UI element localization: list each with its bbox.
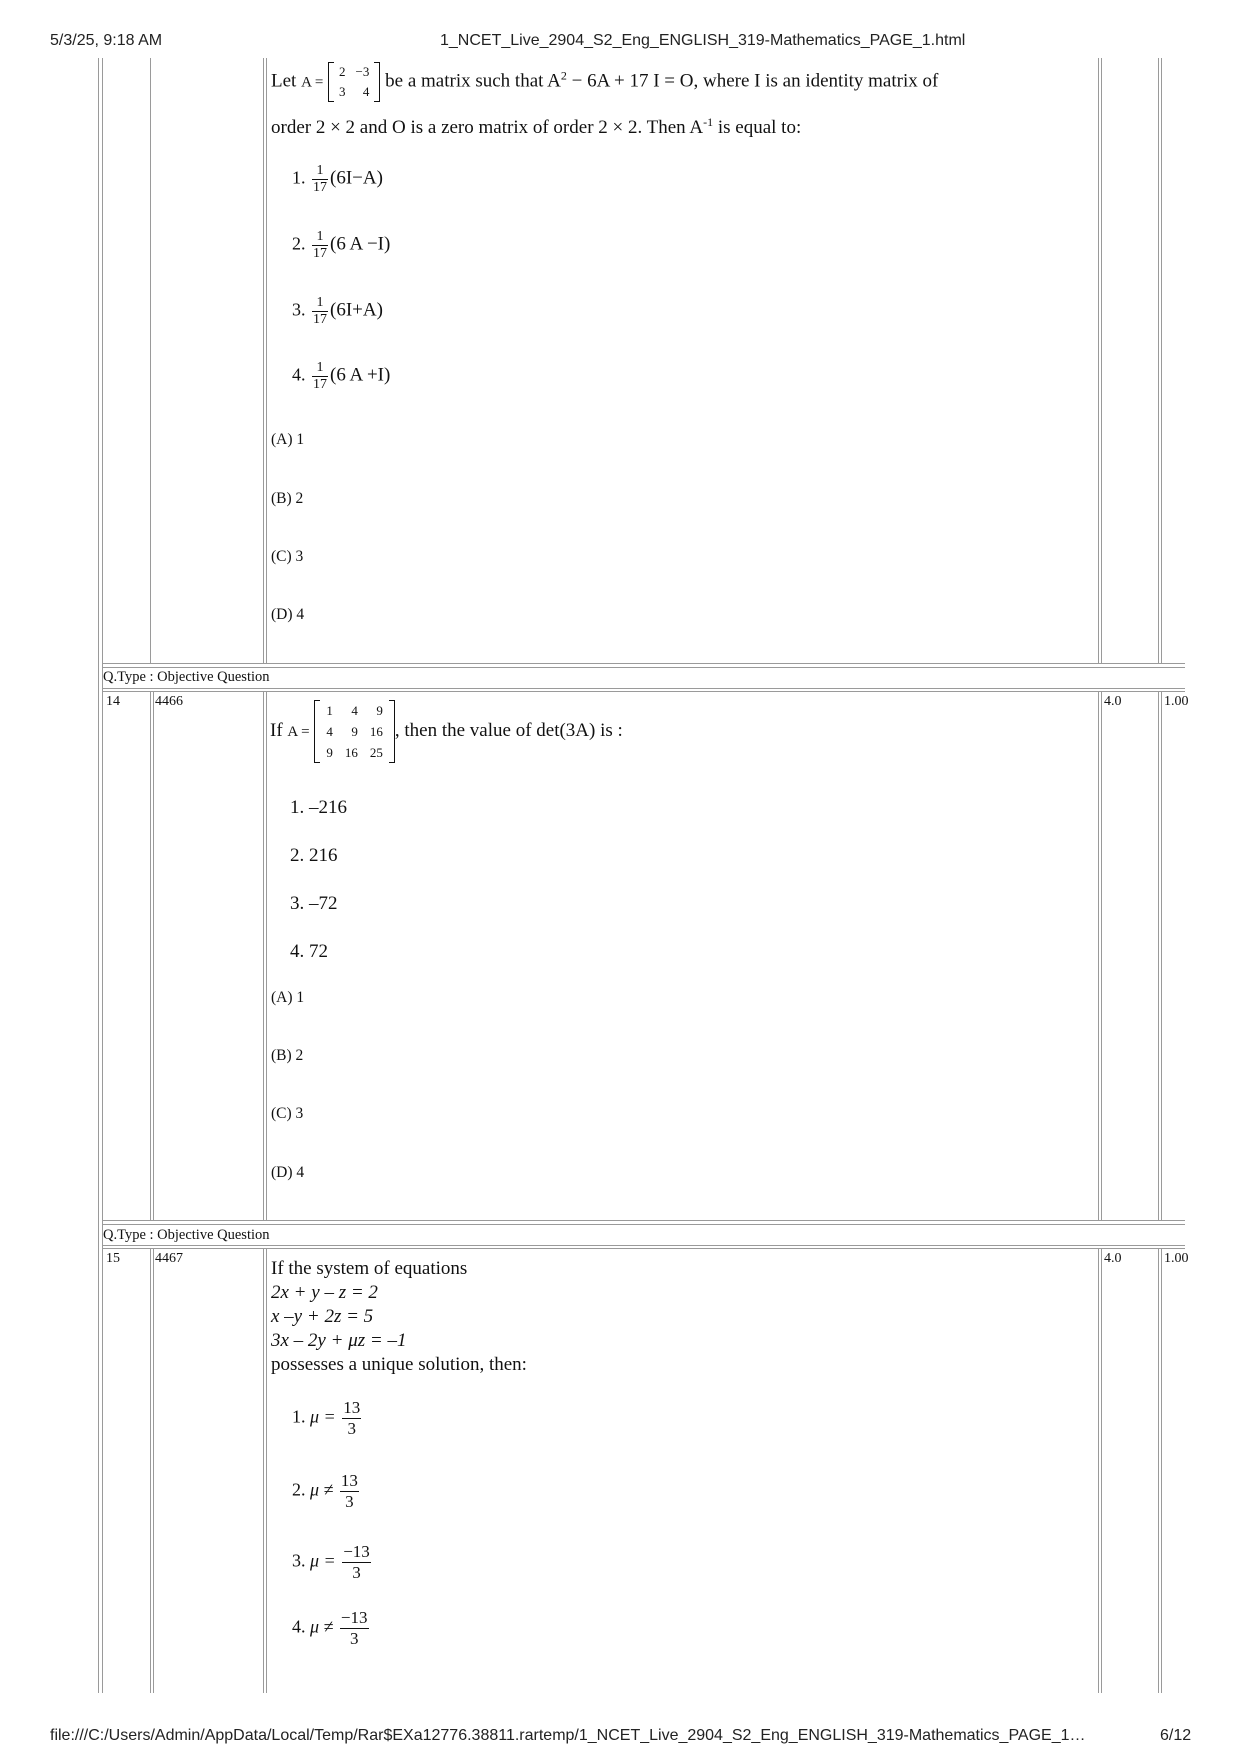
q13-choice-a: (A) 1	[271, 431, 305, 448]
fraction-numerator: 13	[340, 1471, 358, 1490]
option-number: 3.	[292, 1550, 306, 1571]
q14-matrix-cell: 16	[344, 745, 358, 760]
print-file-path: file:///C:/Users/Admin/AppData/Local/Temp/Rar$EXa12776.38811.rartemp/1_NCET_Live_2904_S2_Eng_ENGLISH_319-Mathematics_PAGE_1…	[50, 1727, 1086, 1744]
q14-option-4: 4. 72	[290, 941, 328, 962]
print-datetime: 5/3/25, 9:18 AM	[50, 32, 163, 49]
q14-negative-marks: 1.00	[1164, 694, 1189, 709]
q14-matrix-cell: 9	[351, 724, 358, 739]
q15-question-id: 4467	[155, 1251, 183, 1266]
q14-if: If	[270, 719, 283, 741]
fraction-denominator: 3	[340, 1628, 369, 1649]
q14-stem	[270, 700, 623, 763]
q13-stem-line2-part1: order 2 × 2 and O is a zero matrix of order 2 × 2. Then A	[271, 117, 704, 138]
option-number: 2.	[292, 1479, 306, 1500]
option-number: 1.	[292, 167, 306, 188]
option-relation: μ =	[310, 1550, 336, 1571]
q14-matrix-cell: 25	[369, 745, 383, 760]
print-page-counter: 6/12	[1160, 1727, 1192, 1744]
q15-stem-tail: possesses a unique solution, then:	[271, 1354, 527, 1375]
q13-matrix-cell: −3	[355, 64, 370, 79]
q15-negative-marks: 1.00	[1164, 1251, 1189, 1266]
q13-matrix-cell: 2	[339, 64, 346, 79]
q14-option-2: 2. 216	[290, 845, 338, 866]
fraction-denominator: 17	[313, 312, 327, 327]
q13-stem-part1: be a matrix such that A	[385, 70, 561, 92]
fraction-numerator: −13	[340, 1608, 368, 1627]
q13-square: 2	[560, 68, 567, 83]
q15-stem-line: If the system of equations	[271, 1258, 468, 1279]
q13-stem-part2: − 6A + 17 I = O, where I is an identity matrix of	[566, 70, 939, 92]
q14-matrix-cell: 1	[326, 703, 333, 718]
q14-matrix-cell: 16	[369, 724, 383, 739]
q15-equation-3: 3x – 2y + μz = –1	[271, 1330, 407, 1351]
q13-matrix-cell: 4	[362, 84, 370, 99]
q15-equation-2: x –y + 2z = 5	[271, 1306, 374, 1327]
q13-stem-line2-part2: is equal to:	[713, 117, 802, 138]
option-number: 2.	[292, 233, 306, 254]
q15-option-3	[292, 1542, 373, 1583]
q14-matrix-cell: 4	[326, 724, 333, 739]
q13-let: Let	[271, 70, 297, 92]
q15-option-2	[292, 1471, 361, 1512]
q15-marks: 4.0	[1104, 1251, 1122, 1266]
q14-stem-tail: , then the value of det(3A) is :	[394, 719, 623, 741]
q14-matrix-cell: 9	[326, 745, 333, 760]
q15-equation-1: 2x + y – z = 2	[271, 1282, 378, 1303]
fraction-denominator: 17	[313, 246, 327, 261]
q14-choice-a: (A) 1	[271, 989, 305, 1006]
q14-marks: 4.0	[1104, 694, 1122, 709]
q14-choice-c: (C) 3	[271, 1105, 304, 1122]
fraction-numerator: 13	[343, 1398, 361, 1417]
q13-stem-line1	[271, 62, 938, 102]
option-relation: μ ≠	[310, 1616, 334, 1637]
q13-matrix-cell: 3	[339, 84, 346, 99]
fraction-numerator: 1	[316, 163, 324, 178]
option-relation: μ ≠	[310, 1479, 334, 1500]
q14-type-label: Q.Type : Objective Question	[103, 669, 270, 685]
option-number: 4.	[292, 1616, 306, 1637]
q14-matrix	[314, 700, 395, 763]
q14-choice-b: (B) 2	[271, 1047, 304, 1064]
option-expression: (6 A −I)	[330, 233, 391, 255]
option-number: 4.	[292, 364, 306, 385]
q13-choice-c: (C) 3	[271, 548, 304, 565]
fraction-denominator: 17	[313, 180, 327, 195]
option-expression: (6I+A)	[330, 299, 383, 321]
option-expression: (6 A +I)	[330, 364, 391, 386]
q15-serial-number: 15	[106, 1251, 120, 1266]
q15-type-label: Q.Type : Objective Question	[103, 1227, 270, 1243]
q13-choice-d: (D) 4	[271, 606, 305, 623]
q14-choice-d: (D) 4	[271, 1164, 305, 1181]
q14-a-eq: A =	[287, 723, 310, 740]
q14-option-3: 3. –72	[290, 893, 338, 914]
fraction-denominator: 3	[342, 1562, 371, 1583]
option-relation: μ =	[310, 1406, 336, 1427]
q13-choice-b: (B) 2	[271, 490, 304, 507]
fraction-numerator: 1	[316, 295, 324, 310]
print-page-title: 1_NCET_Live_2904_S2_Eng_ENGLISH_319-Mathematics_PAGE_1.html	[440, 32, 966, 49]
q13-a-eq: A =	[301, 74, 324, 91]
fraction-numerator: 1	[316, 360, 324, 375]
fraction-numerator: −13	[343, 1542, 370, 1561]
option-expression: (6I−A)	[330, 167, 383, 189]
q14-question-id: 4466	[155, 694, 183, 709]
q13-option-4	[292, 360, 390, 393]
q13-option-2	[292, 229, 390, 262]
q14-serial-number: 14	[106, 694, 120, 709]
fraction-denominator: 3	[340, 1491, 359, 1512]
q13-option-1	[292, 163, 383, 196]
fraction-denominator: 17	[313, 377, 327, 392]
q13-matrix	[328, 62, 380, 102]
q14-option-1: 1. –216	[290, 797, 347, 818]
q13-inverse: -1	[703, 115, 714, 129]
q13-option-3	[292, 295, 383, 328]
q15-option-1	[292, 1398, 363, 1439]
q15-option-4	[292, 1608, 371, 1649]
fraction-numerator: 1	[316, 229, 324, 244]
q14-matrix-cell: 4	[351, 703, 358, 718]
option-number: 3.	[292, 299, 306, 320]
fraction-denominator: 3	[342, 1418, 361, 1439]
q14-matrix-cell: 9	[376, 703, 383, 718]
option-number: 1.	[292, 1406, 306, 1427]
q13-stem-line2	[271, 117, 801, 139]
